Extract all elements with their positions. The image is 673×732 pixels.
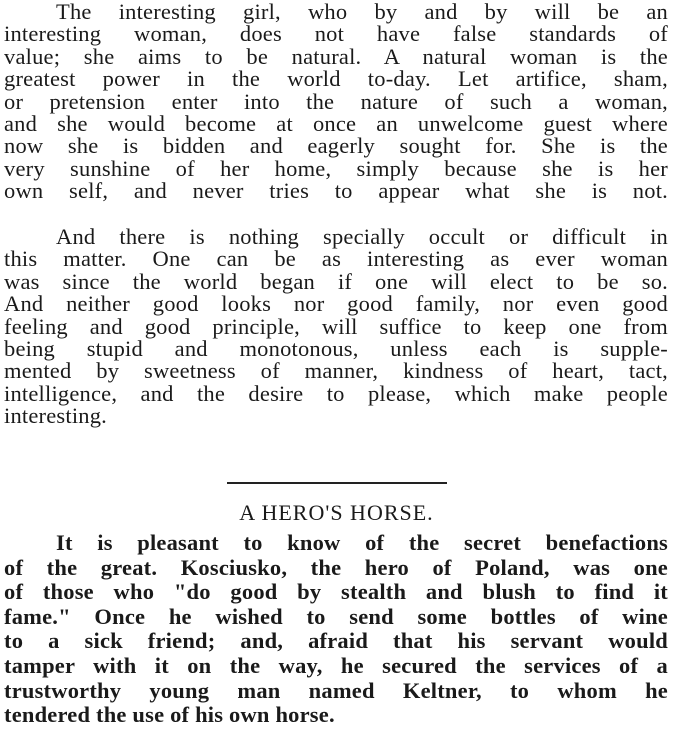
paragraph-heros-horse [4,531,668,728]
text-line: greatest power in the world to-day. Let artifice, sham, [4,66,668,92]
section-heading: A HERO'S HORSE. [239,500,434,525]
text-line: value; she aims to be natural. A natural woman is the [4,43,668,69]
text-line: to a sick friend; and, afraid that his servant would [4,628,668,654]
text-line: of the great. Kosciusko, the hero of Poland, was one [4,554,668,580]
text-line: now she is bidden and eagerly sought for. She is the [4,133,668,159]
text-line: intelligence, and the desire to please, which make people [4,380,668,406]
text-line: and she would become at once an unwelcome guest where [4,110,668,136]
text-line: It is pleasant to know of the secret benefactions [56,530,668,555]
section-divider [227,482,447,484]
text-line: interesting. [4,403,108,429]
text-line: was since the world began if one will elect to be so. [4,268,668,294]
text-line: feeling and good principle, will suffice to keep one from [4,313,668,339]
paragraph-interesting-girl [4,1,668,203]
text-line: mented by sweetness of manner, kindness of heart, tact, [4,358,668,384]
text-line: fame." Once he wished to send some bottles of wine [4,603,668,629]
text-line: And there is nothing specially occult or difficult in [56,224,668,249]
paragraph-nothing-occult [4,226,668,428]
text-line: trustworthy young man named Keltner, to whom he [4,677,668,703]
text-line: The interesting girl, who by and by will be an [56,0,668,24]
text-line: being stupid and monotonous, unless each is supple- [4,335,668,361]
text-line: this matter. One can be as interesting as ever woman [4,246,668,272]
text-line: tamper with it on the way, he secured the services of a [4,652,668,678]
text-line: very sunshine of her home, simply because she is her [4,155,668,181]
text-line: own self, and never tries to appear what she is not. [4,178,668,204]
text-line: tendered the use of his own horse. [4,702,335,728]
text-line: interesting woman, does not have false standards of [4,21,668,47]
text-line: of those who "do good by stealth and blush to find it [4,579,668,605]
text-line: And neither good looks nor good family, nor even good [4,291,668,317]
text-line: or pretension enter into the nature of such a woman, [4,88,668,114]
